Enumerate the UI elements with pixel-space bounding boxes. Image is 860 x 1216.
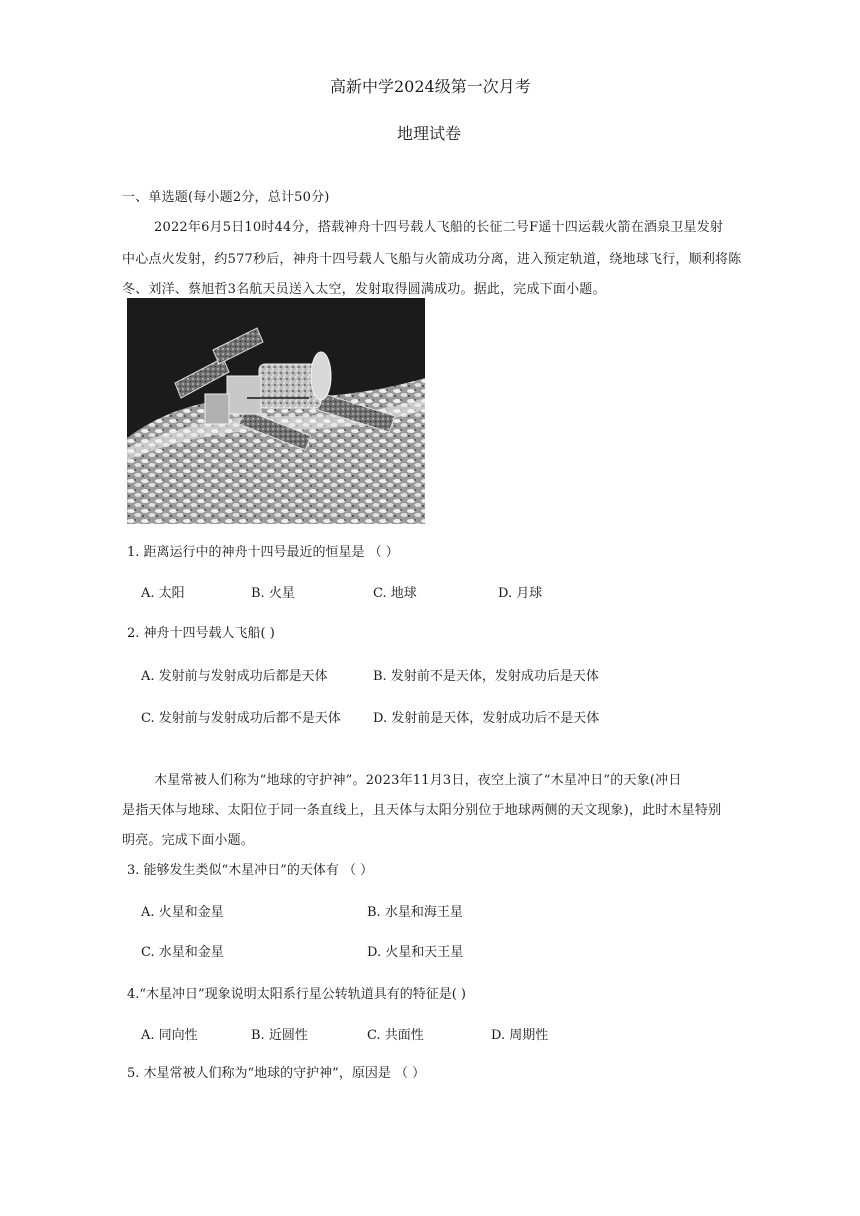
q4-option-d[interactable]: D. 周期性 (491, 1028, 549, 1043)
q2-option-b[interactable]: B. 发射前不是天体，发射成功后是天体 (373, 669, 599, 684)
q3-option-a[interactable]: A. 火星和金星 (141, 905, 224, 920)
q4-option-c[interactable]: C. 共面性 (367, 1028, 424, 1043)
q1-option-b[interactable]: B. 火星 (251, 586, 295, 601)
q2-option-d[interactable]: D. 发射前是天体，发射成功后不是天体 (373, 711, 600, 726)
q4-option-b[interactable]: B. 近圆性 (251, 1028, 308, 1043)
question-3: 3. 能够发生类似“木星冲日”的天体有 （ ） (127, 863, 374, 878)
q4-option-a[interactable]: A. 同向性 (141, 1028, 198, 1043)
q3-option-b[interactable]: B. 水星和海王星 (367, 905, 463, 920)
exam-subject: 地理试卷 (397, 124, 462, 143)
question-2: 2. 神舟十四号载人飞船( ) (127, 626, 275, 641)
q2-option-a[interactable]: A. 发射前与发射成功后都是天体 (141, 669, 328, 684)
question-5: 5. 木星常被人们称为“地球的守护神”，原因是 （ ） (127, 1066, 426, 1081)
spacecraft-over-earth-photo (127, 298, 425, 524)
passage2-line2: 是指天体与地球、太阳位于同一条直线上，且天体与太阳分别位于地球两侧的天文现象)，此时木星特别 (122, 803, 722, 818)
q3-option-c[interactable]: C. 水星和金星 (141, 945, 224, 960)
question-4: 4.“木星冲日”现象说明太阳系行星公转轨道具有的特征是( ) (127, 987, 466, 1002)
question-1: 1. 距离运行中的神舟十四号最近的恒星是 （ ） (127, 545, 399, 560)
section-heading: 一、单选题(每小题2分，总计50分) (122, 190, 330, 205)
passage2-line3: 明亮。完成下面小题。 (122, 833, 255, 848)
q3-option-d[interactable]: D. 火星和天王星 (367, 945, 464, 960)
q1-option-c[interactable]: C. 地球 (373, 586, 417, 601)
spacecraft-illustration (127, 298, 425, 524)
passage2-line1: 木星常被人们称为“地球的守护神”。2023年11月3日，夜空上演了“木星冲日”的天象(冲日 (154, 773, 682, 788)
exam-title: 高新中学2024级第一次月考 (330, 77, 531, 96)
passage1-line2: 中心点火发射，约577秒后，神舟十四号载人飞船与火箭成功分离，进入预定轨道，绕地球飞行，顺利将陈 (122, 252, 742, 267)
q1-option-a[interactable]: A. 太阳 (141, 586, 185, 601)
passage1-line1: 2022年6月5日10时44分，搭载神舟十四号载人飞船的长征二号F遥十四运载火箭在酒泉卫星发射 (154, 220, 724, 235)
q1-option-d[interactable]: D. 月球 (498, 586, 543, 601)
passage1-line3: 冬、刘洋、蔡旭哲3名航天员送入太空，发射取得圆满成功。据此，完成下面小题。 (122, 282, 606, 297)
q2-option-c[interactable]: C. 发射前与发射成功后都不是天体 (141, 711, 341, 726)
